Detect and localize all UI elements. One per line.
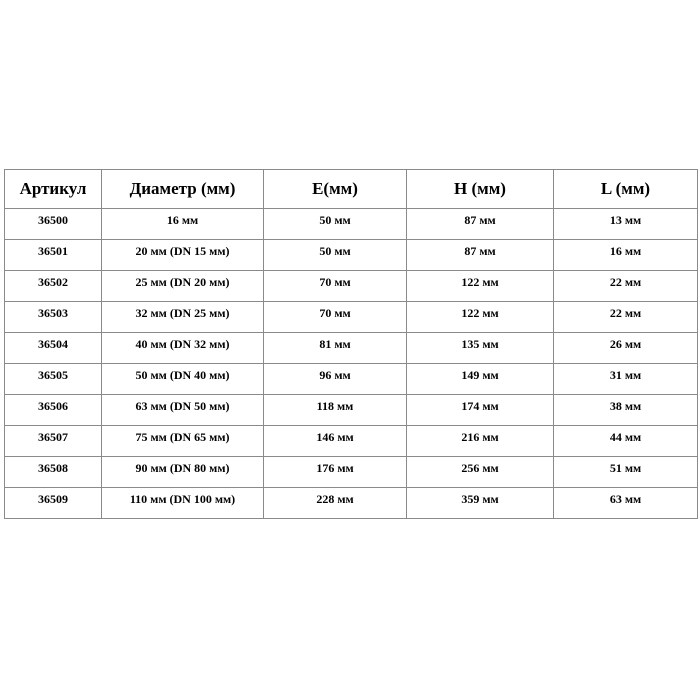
cell-l: 51 мм	[554, 457, 698, 488]
header-h: H (мм)	[407, 170, 554, 209]
cell-diameter: 90 мм (DN 80 мм)	[102, 457, 264, 488]
cell-article: 36507	[5, 426, 102, 457]
cell-l: 22 мм	[554, 302, 698, 333]
cell-e: 81 мм	[264, 333, 407, 364]
cell-diameter: 50 мм (DN 40 мм)	[102, 364, 264, 395]
cell-article: 36501	[5, 240, 102, 271]
cell-h: 122 мм	[407, 302, 554, 333]
cell-e: 50 мм	[264, 240, 407, 271]
cell-h: 135 мм	[407, 333, 554, 364]
cell-article: 36506	[5, 395, 102, 426]
header-e: E(мм)	[264, 170, 407, 209]
cell-diameter: 110 мм (DN 100 мм)	[102, 488, 264, 519]
cell-l: 44 мм	[554, 426, 698, 457]
cell-article: 36505	[5, 364, 102, 395]
cell-diameter: 16 мм	[102, 209, 264, 240]
cell-h: 149 мм	[407, 364, 554, 395]
cell-article: 36500	[5, 209, 102, 240]
cell-e: 146 мм	[264, 426, 407, 457]
cell-diameter: 75 мм (DN 65 мм)	[102, 426, 264, 457]
cell-e: 228 мм	[264, 488, 407, 519]
cell-e: 96 мм	[264, 364, 407, 395]
cell-e: 176 мм	[264, 457, 407, 488]
cell-diameter: 25 мм (DN 20 мм)	[102, 271, 264, 302]
table-row	[5, 240, 698, 271]
cell-h: 174 мм	[407, 395, 554, 426]
cell-diameter: 20 мм (DN 15 мм)	[102, 240, 264, 271]
cell-e: 50 мм	[264, 209, 407, 240]
cell-h: 122 мм	[407, 271, 554, 302]
header-article: Артикул	[5, 170, 102, 209]
table-row	[5, 271, 698, 302]
cell-l: 31 мм	[554, 364, 698, 395]
cell-article: 36504	[5, 333, 102, 364]
cell-article: 36508	[5, 457, 102, 488]
cell-e: 70 мм	[264, 302, 407, 333]
cell-article: 36502	[5, 271, 102, 302]
table-row	[5, 426, 698, 457]
cell-e: 118 мм	[264, 395, 407, 426]
table-body	[5, 209, 698, 519]
cell-e: 70 мм	[264, 271, 407, 302]
spec-table	[4, 169, 698, 519]
cell-l: 26 мм	[554, 333, 698, 364]
table-row	[5, 488, 698, 519]
table-row	[5, 209, 698, 240]
cell-l: 22 мм	[554, 271, 698, 302]
cell-h: 87 мм	[407, 209, 554, 240]
cell-l: 63 мм	[554, 488, 698, 519]
cell-diameter: 32 мм (DN 25 мм)	[102, 302, 264, 333]
cell-l: 16 мм	[554, 240, 698, 271]
table-row	[5, 333, 698, 364]
cell-diameter: 63 мм (DN 50 мм)	[102, 395, 264, 426]
table-row	[5, 302, 698, 333]
header-diameter: Диаметр (мм)	[102, 170, 264, 209]
header-l: L (мм)	[554, 170, 698, 209]
cell-h: 359 мм	[407, 488, 554, 519]
cell-l: 38 мм	[554, 395, 698, 426]
cell-diameter: 40 мм (DN 32 мм)	[102, 333, 264, 364]
cell-article: 36503	[5, 302, 102, 333]
cell-l: 13 мм	[554, 209, 698, 240]
cell-h: 216 мм	[407, 426, 554, 457]
cell-article: 36509	[5, 488, 102, 519]
table-header	[5, 170, 698, 209]
table-row	[5, 364, 698, 395]
cell-h: 256 мм	[407, 457, 554, 488]
header-row	[5, 170, 698, 209]
table-row	[5, 395, 698, 426]
table-row	[5, 457, 698, 488]
cell-h: 87 мм	[407, 240, 554, 271]
